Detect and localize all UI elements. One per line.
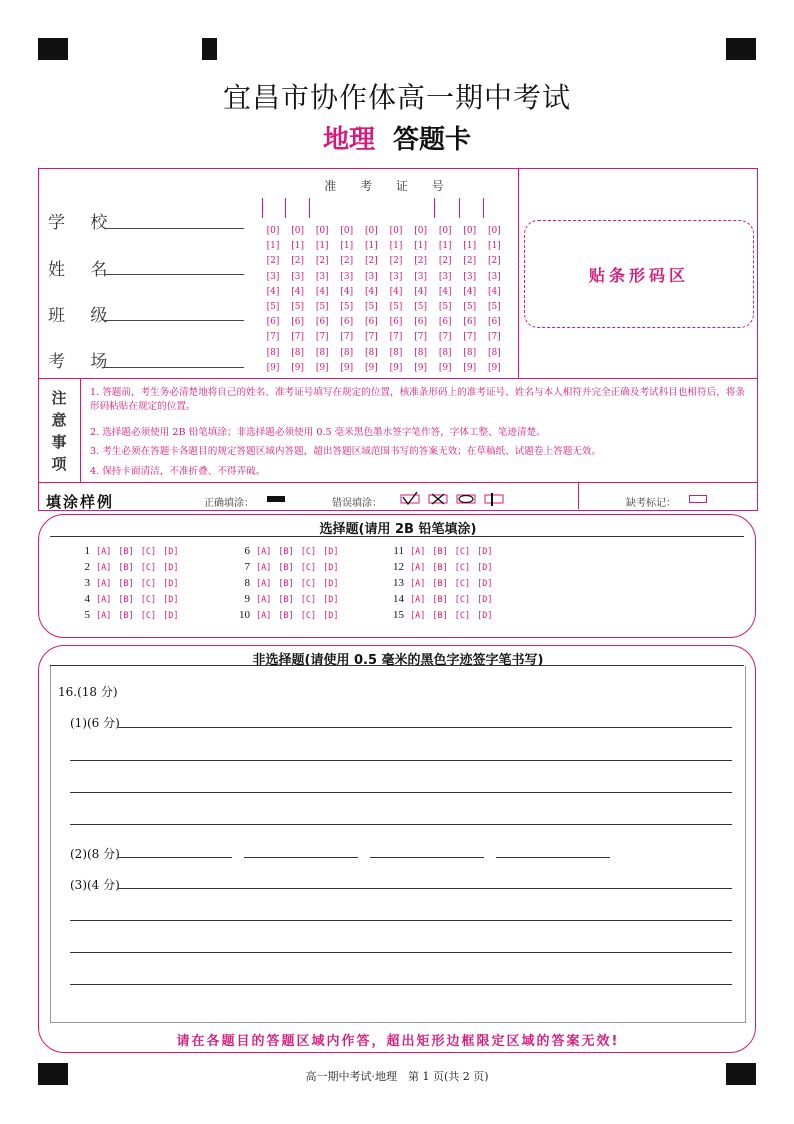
admission-digit-bubble[interactable]: [2] [389,256,403,267]
admission-digit-bubble[interactable]: [5] [291,302,304,313]
choice-question-number: 4 [84,593,90,605]
admission-digit-bubble[interactable]: [2] [438,256,452,267]
choice-option-bubble[interactable]: [D] [323,611,339,621]
admission-digit-bubble[interactable]: [1] [291,241,304,252]
part-2-answer-line[interactable] [118,857,232,858]
choice-question-number: 13 [393,577,404,589]
admission-digit-bubble[interactable]: [0] [389,226,403,236]
admission-digit-bubble[interactable]: [3] [291,271,304,282]
choice-question-row [228,544,345,557]
choice-option-bubble[interactable]: [C] [454,595,471,605]
choice-question-row [382,576,499,589]
choice-option-bubble[interactable]: [A] [410,595,426,605]
admission-digit-slot [459,198,460,218]
choice-option-bubble[interactable]: [C] [300,547,317,557]
admission-digit-bubble[interactable]: [6] [365,317,378,328]
admission-digit-bubble[interactable]: [5] [438,302,452,313]
answer-area-warning: 请在各题目的答题区域内作答，超出矩形边框限定区域的答案无效! [176,1034,620,1049]
admission-digit-bubble[interactable]: [9] [266,362,280,373]
answer-line[interactable] [70,984,732,985]
choice-question-row [228,592,345,605]
admission-digit-bubble[interactable]: [9] [315,362,329,373]
admission-digit-bubble[interactable]: [7] [340,332,354,343]
admission-digit-bubble[interactable]: [1] [365,241,378,252]
admission-digit-bubble[interactable]: [9] [463,362,477,373]
admission-digit-bubble[interactable]: [3] [365,271,378,282]
choice-option-bubble[interactable]: [B] [278,595,294,605]
admission-digit-bubble[interactable]: [8] [488,347,501,358]
answer-line[interactable] [70,760,732,761]
admission-digit-slot [483,198,484,218]
school-input[interactable] [104,228,244,229]
choice-question-number: 7 [244,561,250,573]
admission-digit-column [385,224,407,376]
notice-item-3: 3. 考生必须在答题卡各题目的规定答题区域内答题，超出答题区域范围书写的答案无效；在草稿纸、试题卷上答题无效。 [90,446,602,457]
choice-option-bubble[interactable]: [A] [256,547,272,557]
admission-digit-bubble[interactable]: [3] [438,271,452,282]
divider-notice-example [38,482,757,483]
choice-question-number: 3 [84,577,90,589]
admission-digit-column [287,224,309,376]
admission-digit-bubble[interactable]: [5] [488,302,501,313]
choice-option-bubble[interactable]: [B] [278,611,294,621]
choice-option-bubble[interactable]: [D] [323,563,339,573]
room-input[interactable] [104,367,244,368]
admission-digit-bubble[interactable]: [4] [414,286,427,297]
registration-mark-top-left [38,38,68,60]
admission-digit-bubble[interactable]: [1] [488,241,501,252]
admission-digit-bubble[interactable]: [6] [315,317,329,328]
admission-digit-bubble[interactable]: [7] [315,332,329,343]
notice-item-1: 1. 答题前，考生务必清楚地将自己的姓名、准考证号填写在规定的位置，核准条形码上的准考证号、姓名与本人相符并完全正确及考试科目也相符后，将条形码粘贴在规定的位置。 [90,387,745,412]
admission-digit-bubble[interactable]: [1] [340,241,354,252]
admission-digit-bubble[interactable]: [7] [389,332,403,343]
choice-question-number: 10 [239,609,250,621]
admission-digit-bubble[interactable]: [7] [414,332,427,343]
choice-option-bubble[interactable]: [D] [323,547,339,557]
choice-option-bubble[interactable]: [B] [118,563,134,573]
choice-option-bubble[interactable]: [C] [454,611,471,621]
admission-digit-bubble[interactable]: [8] [291,347,304,358]
card-name: 答题卡 [393,125,472,155]
name-label: 姓 名 [48,260,118,280]
choice-question-number: 11 [393,545,404,557]
correct-fill-label: 正确填涂： [204,498,254,509]
choice-question-number: 6 [244,545,250,557]
choice-option-bubble[interactable]: [A] [96,595,112,605]
choice-option-bubble[interactable]: [A] [410,547,426,557]
admission-digit-bubble[interactable]: [1] [266,241,280,252]
notice-item-2: 2. 选择题必须使用 2B 铅笔填涂；非选择题必须使用 0.5 毫米黑色墨水签字笔作答，字体工整、笔迹清楚。 [90,427,546,438]
wrong-fill-label: 错误填涂： [332,498,382,509]
choice-option-bubble[interactable]: [B] [432,611,448,621]
admission-digit-bubble[interactable]: [7] [488,332,501,343]
admission-digit-slot [285,198,286,218]
admission-digit-bubble[interactable]: [3] [266,271,280,282]
admission-digit-bubble[interactable]: [3] [463,271,477,282]
admission-digit-bubble[interactable]: [3] [389,271,403,282]
admission-digit-bubble[interactable]: [9] [291,362,304,373]
answer-line[interactable] [70,952,732,953]
choice-question-row [68,576,185,589]
choice-option-bubble[interactable]: [A] [410,611,426,621]
admission-digit-bubble[interactable]: [8] [414,347,427,358]
admission-digit-bubble[interactable]: [9] [389,362,403,373]
admission-digit-bubble[interactable]: [5] [266,302,280,313]
admission-digit-bubble[interactable]: [4] [315,286,329,297]
part-3-label: (3)(4 分) [70,878,120,892]
choice-question-number: 9 [244,593,250,605]
admission-digit-column [336,224,358,376]
choice-question-row [382,608,499,621]
admission-digit-column [410,224,432,376]
admission-digit-bubble[interactable]: [9] [488,362,501,373]
absent-mark-label: 缺考标记： [626,498,676,509]
choice-option-bubble[interactable]: [C] [140,563,157,573]
admission-digit-column [459,224,481,376]
choice-option-bubble[interactable]: [A] [256,611,272,621]
choice-option-bubble[interactable]: [B] [432,595,448,605]
choice-option-bubble[interactable]: [B] [118,595,134,605]
part-1-answer-line[interactable] [118,727,732,728]
admission-digit-bubble[interactable]: [0] [266,226,280,236]
school-label: 学 校 [48,213,118,233]
choice-question-number: 15 [393,609,404,621]
admission-digit-bubble[interactable]: [3] [340,271,354,282]
wrong-fill-line [485,493,503,506]
name-input[interactable] [104,274,244,275]
admission-digit-bubble[interactable]: [6] [488,317,501,328]
divider-example-absent [578,482,579,509]
admission-digit-bubble[interactable]: [1] [463,241,477,252]
part-2-answer-line[interactable] [496,857,610,858]
choice-question-number: 2 [84,561,90,573]
class-label: 班 级 [48,306,118,326]
card-title [0,119,794,156]
admission-digit-bubble[interactable]: [8] [340,347,354,358]
admission-digit-bubble[interactable]: [1] [389,241,403,252]
choice-question-number: 5 [84,609,90,621]
choice-option-bubble[interactable]: [B] [278,579,294,589]
admission-digit-bubble[interactable]: [0] [488,226,501,236]
part-2-answer-line[interactable] [370,857,484,858]
registration-mark-top-right [726,38,756,60]
choice-option-bubble[interactable]: [D] [163,579,179,589]
subject-name: 地理 [322,125,375,155]
choice-option-bubble[interactable]: [A] [256,595,272,605]
choice-question-row [68,592,185,605]
admission-digit-bubble[interactable]: [6] [438,317,452,328]
admission-digit-bubble[interactable]: [2] [414,256,427,267]
notice-heading [44,387,74,475]
admission-digit-bubble[interactable]: [2] [488,256,501,267]
admission-digit-bubble[interactable]: [2] [463,256,477,267]
choice-option-bubble[interactable]: [D] [477,547,493,557]
admission-digit-bubble[interactable]: [8] [389,347,403,358]
admission-digit-bubble[interactable]: [8] [266,347,280,358]
choice-option-bubble[interactable]: [D] [163,611,179,621]
choice-option-bubble[interactable]: [B] [118,547,134,557]
choice-option-bubble[interactable]: [D] [163,547,179,557]
absent-mark-box[interactable] [689,495,707,503]
choice-option-bubble[interactable]: [C] [140,595,157,605]
admission-digit-bubble[interactable]: [5] [414,302,427,313]
page-footer: 高一期中考试·地理 第 1 页(共 2 页) [305,1070,489,1083]
admission-digit-bubble[interactable]: [4] [291,286,304,297]
choice-question-row [382,560,499,573]
choice-question-number: 12 [393,561,404,573]
choice-option-bubble[interactable]: [B] [118,611,134,621]
admission-digit-bubble[interactable]: [4] [488,286,501,297]
admission-digit-column [360,224,382,376]
admission-digit-bubble[interactable]: [0] [438,226,452,236]
admission-digit-bubble[interactable]: [0] [365,226,378,236]
part-1-label: (1)(6 分) [70,716,120,730]
admission-digit-bubble[interactable]: [7] [291,332,304,343]
admission-digit-bubble[interactable]: [4] [438,286,452,297]
choice-option-bubble[interactable]: [C] [300,595,317,605]
choice-question-row [68,544,185,557]
part-2-label: (2)(8 分) [70,847,120,861]
choice-question-number: 14 [393,593,404,605]
admission-digit-bubble[interactable]: [3] [488,271,501,282]
admission-digit-slot [309,198,310,218]
choice-question-row [382,592,499,605]
admission-digit-bubble[interactable]: [3] [414,271,427,282]
choice-option-bubble[interactable]: [A] [96,579,112,589]
admission-digit-bubble[interactable]: [0] [414,226,427,236]
choice-option-bubble[interactable]: [C] [140,547,157,557]
choice-option-bubble[interactable]: [B] [118,579,134,589]
answer-line[interactable] [70,792,732,793]
choice-title-underline [50,536,744,537]
choice-option-bubble[interactable]: [A] [96,547,112,557]
choice-option-bubble[interactable]: [C] [454,547,471,557]
wrong-fill-cross [429,494,447,504]
choice-option-bubble[interactable]: [D] [477,563,493,573]
choice-question-row [228,576,345,589]
admission-digit-bubble[interactable]: [6] [340,317,354,328]
admission-digit-column [311,224,333,376]
admission-digit-bubble[interactable]: [2] [266,256,280,267]
admission-digit-bubble[interactable]: [4] [365,286,378,297]
admission-digit-bubble[interactable]: [7] [266,332,280,343]
room-label: 考 场 [48,352,118,372]
barcode-label: 贴条形码区 [588,266,689,285]
divider-notice-head [80,378,81,482]
admission-digit-slot [262,198,263,218]
divider-info-barcode [518,168,519,378]
choice-option-bubble[interactable]: [A] [410,563,426,573]
admission-digit-bubble[interactable]: [0] [315,226,329,236]
admission-digit-bubble[interactable]: [7] [463,332,477,343]
part-2-answer-line[interactable] [244,857,358,858]
admission-digit-column [262,224,284,376]
divider-info-notice [38,378,757,379]
class-input[interactable] [104,320,244,321]
admission-digit-bubble[interactable]: [4] [266,286,280,297]
choice-option-bubble[interactable]: [C] [300,611,317,621]
choice-question-row [382,544,499,557]
exam-title: 宜昌市协作体高一期中考试 [222,81,571,114]
choice-question-row [68,560,185,573]
admission-digit-bubble[interactable]: [5] [365,302,378,313]
choice-question-row [228,608,345,621]
choice-option-bubble[interactable]: [A] [96,563,112,573]
admission-digit-bubble[interactable]: [4] [389,286,403,297]
admission-digit-slot [434,198,435,218]
choice-option-bubble[interactable]: [D] [163,595,179,605]
admission-digit-bubble[interactable]: [2] [291,256,304,267]
admission-digit-bubble[interactable]: [0] [463,226,477,236]
nonchoice-section-title: 非选择题(请使用 0.5 毫米的黑色字迹签字笔书写) [252,653,544,668]
part-3-answer-line[interactable] [118,888,732,889]
choice-option-bubble[interactable]: [D] [323,595,339,605]
admission-digit-bubble[interactable]: [6] [389,317,403,328]
choice-option-bubble[interactable]: [C] [454,563,471,573]
choice-option-bubble[interactable]: [A] [96,611,112,621]
choice-option-bubble[interactable]: [A] [256,579,272,589]
admission-digit-bubble[interactable]: [2] [340,256,354,267]
admission-digit-bubble[interactable]: [2] [365,256,378,267]
choice-option-bubble[interactable]: [D] [477,595,493,605]
notice-heading-char: 意 [51,411,67,429]
admission-digit-bubble[interactable]: [9] [414,362,427,373]
admission-digit-bubble[interactable]: [2] [315,256,329,267]
admission-digit-bubble[interactable]: [6] [266,317,280,328]
choice-option-bubble[interactable]: [B] [432,547,448,557]
choice-question-number: 1 [84,545,90,557]
choice-option-bubble[interactable]: [C] [140,579,157,589]
admission-digit-column [434,224,456,376]
admission-digit-bubble[interactable]: [5] [315,302,329,313]
choice-option-bubble[interactable]: [C] [300,579,317,589]
choice-option-bubble[interactable]: [C] [300,563,317,573]
admission-digit-bubble[interactable]: [7] [438,332,452,343]
admission-digit-bubble[interactable]: [8] [315,347,329,358]
notice-item-4: 4. 保持卡面清洁，不准折叠、不得弄破。 [90,466,266,477]
registration-mark-top-center [202,38,217,60]
admission-digit-bubble[interactable]: [0] [340,226,354,236]
admission-digit-bubble[interactable]: [8] [365,347,378,358]
answer-area-frame [50,666,746,1023]
choice-question-number: 8 [244,577,250,589]
choice-option-bubble[interactable]: [B] [278,563,294,573]
choice-section-title: 选择题(请用 2B 铅笔填涂) [319,522,477,537]
choice-option-bubble[interactable]: [D] [477,611,493,621]
admission-digit-bubble[interactable]: [6] [414,317,427,328]
admission-digit-bubble[interactable]: [5] [463,302,477,313]
answer-line[interactable] [70,920,732,921]
admission-digit-bubble[interactable]: [1] [414,241,427,252]
wrong-fill-check [401,492,419,504]
admission-digit-bubble[interactable]: [7] [365,332,378,343]
notice-heading-char: 事 [51,433,67,451]
admission-digit-bubble[interactable]: [3] [315,271,329,282]
choice-option-bubble[interactable]: [A] [410,579,426,589]
admission-digit-bubble[interactable]: [6] [463,317,477,328]
admission-digit-bubble[interactable]: [8] [438,347,452,358]
admission-digit-bubble[interactable]: [9] [438,362,452,373]
admission-digit-bubble[interactable]: [4] [340,286,354,297]
choice-option-bubble[interactable]: [B] [432,563,448,573]
choice-option-bubble[interactable]: [D] [163,563,179,573]
wrong-fill-circle [457,495,475,503]
admission-digit-column [483,224,505,376]
admission-digit-bubble[interactable]: [4] [463,286,477,297]
admission-number-title: 准 考 证 号 [324,179,454,193]
choice-option-bubble[interactable]: [C] [140,611,157,621]
admission-digit-bubble[interactable]: [1] [315,241,329,252]
admission-digit-bubble[interactable]: [0] [291,226,304,236]
choice-question-row [228,560,345,573]
choice-option-bubble[interactable]: [C] [454,579,471,589]
admission-digit-bubble[interactable]: [9] [365,362,378,373]
fill-example-label: 填涂样例 [46,493,115,511]
admission-digit-bubble[interactable]: [9] [340,362,354,373]
notice-heading-char: 注 [51,389,67,407]
choice-option-bubble[interactable]: [D] [323,579,339,589]
choice-option-bubble[interactable]: [B] [278,547,294,557]
admission-digit-bubble[interactable]: [8] [463,347,477,358]
correct-fill-mark [267,496,285,502]
choice-option-bubble[interactable]: [B] [432,579,448,589]
choice-question-row [68,608,185,621]
choice-option-bubble[interactable]: [D] [477,579,493,589]
admission-digit-bubble[interactable]: [6] [291,317,304,328]
admission-digit-bubble[interactable]: [5] [340,302,354,313]
question-16-label: 16.(18 分) [58,685,118,699]
choice-option-bubble[interactable]: [A] [256,563,272,573]
admission-digit-bubble[interactable]: [5] [389,302,403,313]
answer-line[interactable] [70,824,732,825]
wrong-fill-marks [400,491,510,507]
notice-heading-char: 项 [51,455,67,473]
admission-digit-bubble[interactable]: [1] [438,241,452,252]
